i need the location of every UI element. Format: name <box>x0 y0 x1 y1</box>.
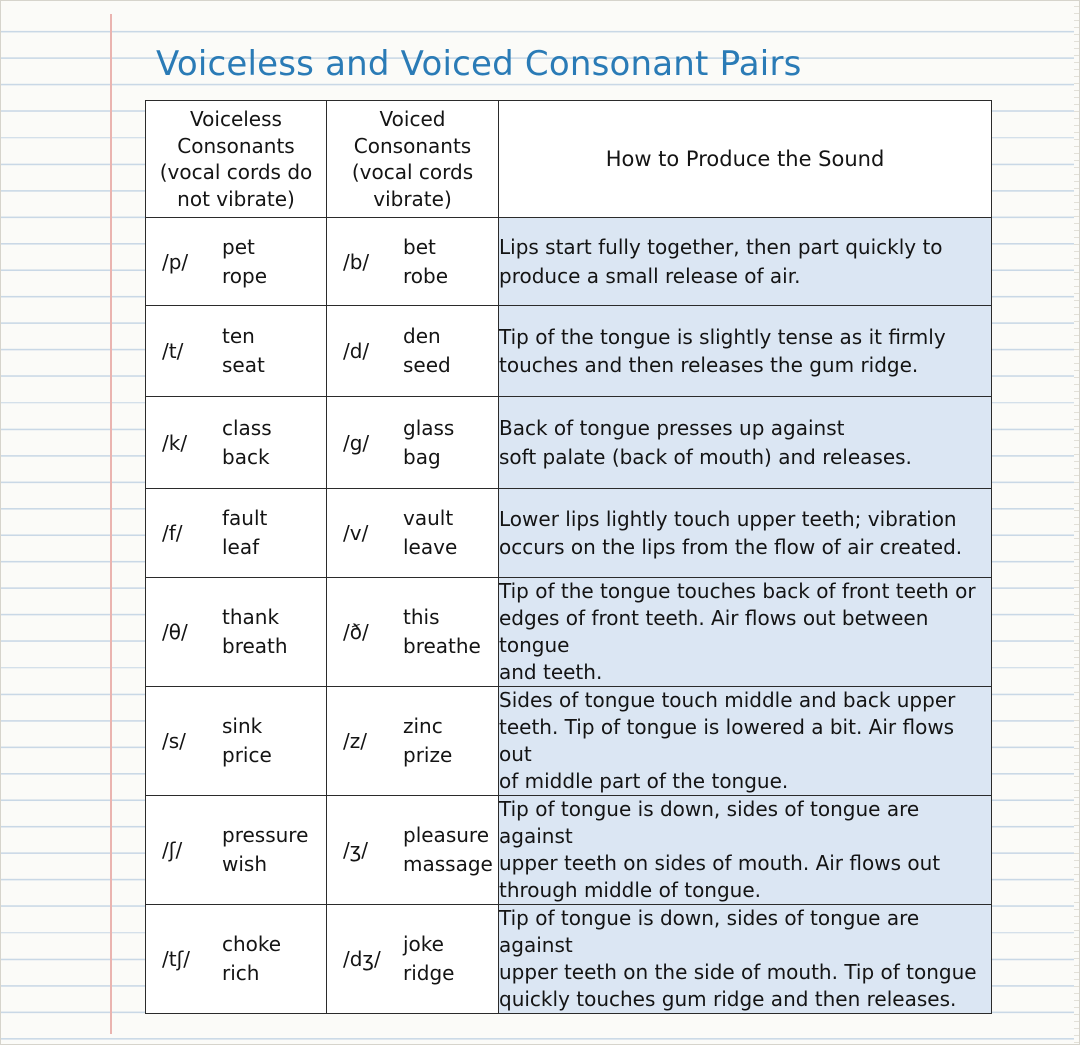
description-line: Tip of the tongue touches back of front teeth or <box>499 579 976 603</box>
voiceless-symbol: /f/ <box>162 521 183 545</box>
voiced-cell <box>327 905 499 1014</box>
example-word: class <box>222 415 272 440</box>
example-word: leaf <box>222 535 260 559</box>
header-how: How to Produce the Sound <box>499 101 992 218</box>
example-words <box>403 322 451 380</box>
example-word: bet <box>403 234 436 259</box>
example-word: pleasure <box>403 823 489 847</box>
example-word: pet <box>222 234 255 259</box>
voiced-cell <box>327 397 499 489</box>
description-line: Lips start fully together, then part quickly to <box>499 235 943 259</box>
description-line: Tip of tongue is down, sides of tongue are against <box>499 906 920 957</box>
voiced-symbol: /z/ <box>343 729 367 753</box>
example-word: seat <box>222 353 265 377</box>
header-voiceless <box>146 101 327 218</box>
description-line: Tip of tongue is down, sides of tongue are against <box>499 797 920 848</box>
example-word: vault <box>403 506 454 530</box>
production-description <box>499 687 992 796</box>
example-words <box>403 821 493 879</box>
description-line: upper teeth on sides of mouth. Air flows out <box>499 851 941 875</box>
table-row <box>146 687 992 796</box>
voiceless-cell <box>146 397 327 489</box>
example-words <box>403 603 481 661</box>
voiced-symbol: /g/ <box>343 430 370 455</box>
example-words <box>222 504 267 562</box>
voiced-cell <box>327 578 499 687</box>
voiced-symbol: /d/ <box>343 339 370 363</box>
example-word: den <box>403 324 441 348</box>
header-voiceless-line: Consonants <box>177 133 295 158</box>
example-word: seed <box>403 353 451 377</box>
production-description <box>499 905 992 1014</box>
example-words <box>403 414 454 472</box>
description-line: and teeth. <box>499 660 603 684</box>
example-word: sink <box>222 714 263 738</box>
example-word: choke <box>222 932 282 956</box>
voiceless-cell <box>146 306 327 397</box>
description-line: quickly touches gum ridge and then releases. <box>499 987 957 1011</box>
example-word: breathe <box>403 634 481 658</box>
description-line: upper teeth on the side of mouth. Tip of tongue <box>499 960 977 984</box>
description-line: through middle of tongue. <box>499 878 762 902</box>
table-row <box>146 796 992 905</box>
example-word: joke <box>403 932 444 956</box>
example-words <box>222 603 288 661</box>
voiceless-symbol: /k/ <box>162 430 188 455</box>
example-word: ridge <box>403 961 455 985</box>
voiceless-cell <box>146 578 327 687</box>
example-word: pressure <box>222 823 309 847</box>
voiced-symbol: /v/ <box>343 521 369 545</box>
description-line: Back of tongue presses up against <box>499 416 845 440</box>
example-word: back <box>222 444 270 469</box>
header-voiceless-line: not vibrate) <box>177 186 295 211</box>
table-row <box>146 905 992 1014</box>
example-word: fault <box>222 506 268 530</box>
example-word: zinc <box>403 714 443 738</box>
voiceless-symbol: /s/ <box>162 729 186 753</box>
voiceless-cell <box>146 796 327 905</box>
production-description <box>499 489 992 578</box>
description-line: Sides of tongue touch middle and back upper <box>499 688 956 712</box>
header-voiced-line: Consonants <box>353 133 472 158</box>
description-line: of middle part of the tongue. <box>499 769 789 793</box>
margin-line <box>110 14 112 1034</box>
header-row <box>146 101 992 218</box>
voiceless-symbol: /ʃ/ <box>162 838 183 862</box>
example-words <box>222 233 267 291</box>
torn-edge <box>1074 0 1080 1045</box>
voiceless-symbol: /tʃ/ <box>162 947 191 971</box>
example-words <box>222 930 281 988</box>
example-word: massage <box>403 852 493 876</box>
example-word: bag <box>403 444 441 469</box>
production-description <box>499 578 992 687</box>
voiced-cell <box>327 687 499 796</box>
header-voiceless-line: (vocal cords do <box>159 160 313 184</box>
table-row <box>146 578 992 687</box>
voiceless-symbol: /θ/ <box>162 620 188 644</box>
page-title: Voiceless and Voiced Consonant Pairs <box>156 44 802 84</box>
voiceless-cell <box>146 218 327 306</box>
example-word: wish <box>222 852 268 876</box>
example-word: price <box>222 743 272 767</box>
header-voiced-line: (vocal cords <box>351 160 474 184</box>
voiced-cell <box>327 218 499 306</box>
example-word: rich <box>222 961 260 985</box>
description-line: occurs on the lips from the flow of air created. <box>499 535 963 559</box>
voiced-cell <box>327 306 499 397</box>
voiced-symbol: /ð/ <box>343 620 369 644</box>
description-line: Lower lips lightly touch upper teeth; vibration <box>499 506 957 531</box>
table-row <box>146 218 992 306</box>
production-description <box>499 218 992 306</box>
table-row <box>146 397 992 489</box>
example-word: prize <box>403 743 453 767</box>
header-voiced-line: Voiced <box>379 107 446 131</box>
voiceless-cell <box>146 687 327 796</box>
description-line: Tip of the tongue is slightly tense as it firmly <box>499 324 946 349</box>
header-voiced <box>327 101 499 218</box>
production-description <box>499 397 992 489</box>
example-word: ten <box>222 324 255 348</box>
voiced-symbol: /b/ <box>343 249 370 274</box>
example-word: thank <box>222 605 280 629</box>
voiced-cell <box>327 489 499 578</box>
description-line: soft palate (back of mouth) and releases. <box>499 444 912 469</box>
example-words <box>403 930 454 988</box>
voiceless-cell <box>146 489 327 578</box>
example-words <box>403 712 452 770</box>
example-word: leave <box>403 535 458 559</box>
example-words <box>222 821 308 879</box>
example-words <box>403 504 457 562</box>
example-words <box>222 322 265 380</box>
voiced-symbol: /ʒ/ <box>343 838 369 862</box>
description-line: touches and then releases the gum ridge. <box>499 353 919 377</box>
example-word: robe <box>403 263 449 288</box>
voiceless-symbol: /t/ <box>162 339 184 363</box>
voiceless-symbol: /p/ <box>162 249 189 274</box>
example-words <box>222 712 272 770</box>
header-voiceless-line: Voiceless <box>190 107 282 131</box>
description-line: edges of front teeth. Air flows out between tongue <box>499 606 929 657</box>
example-words <box>403 233 448 291</box>
voiced-symbol: /dʒ/ <box>343 947 381 971</box>
example-words <box>222 414 272 472</box>
voiceless-cell <box>146 905 327 1014</box>
voiced-cell <box>327 796 499 905</box>
description-line: produce a small release of air. <box>499 263 801 288</box>
table-row <box>146 489 992 578</box>
description-line: teeth. Tip of tongue is lowered a bit. Air flows out <box>499 715 955 766</box>
consonant-pairs-table <box>145 100 992 1014</box>
example-word: rope <box>222 263 268 288</box>
example-word: glass <box>403 415 455 440</box>
production-description <box>499 306 992 397</box>
example-word: breath <box>222 634 288 658</box>
table-row <box>146 306 992 397</box>
example-word: this <box>403 605 440 629</box>
header-voiced-line: vibrate) <box>373 186 452 211</box>
production-description <box>499 796 992 905</box>
